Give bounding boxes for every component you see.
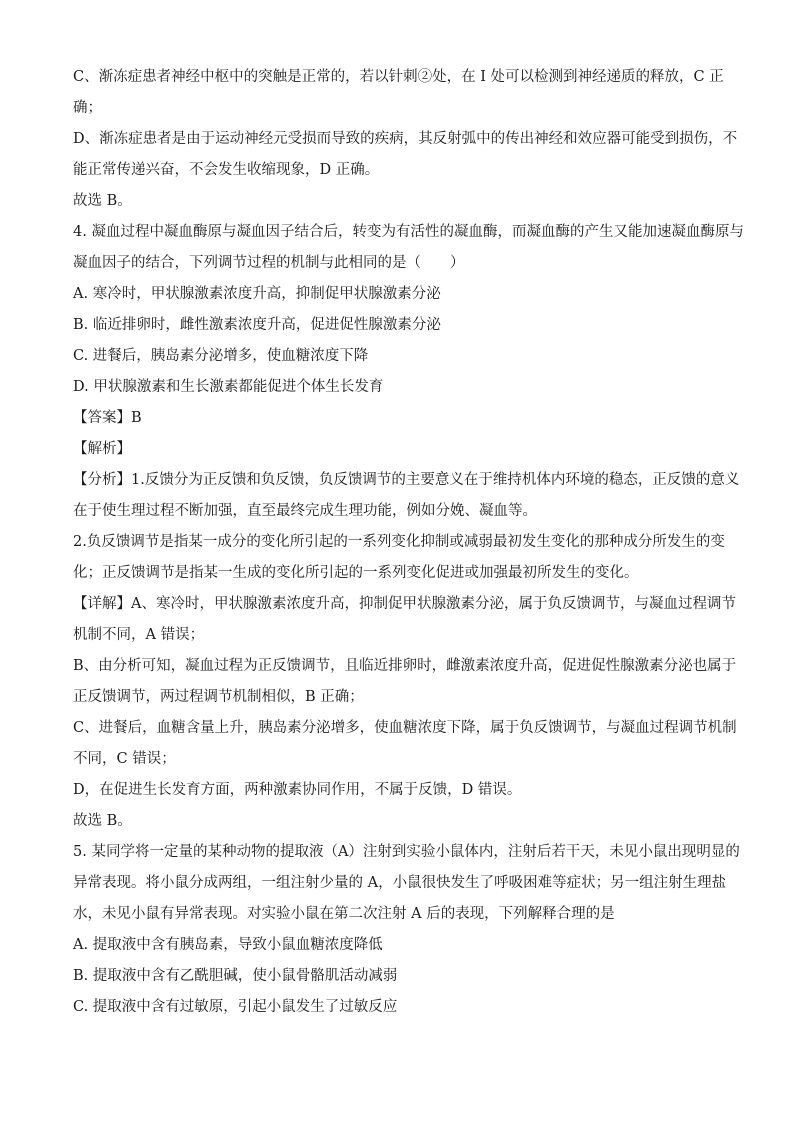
q4-detail-b-line-1: B、由分析可知，凝血过程为正反馈调节，且临近排卵时，雌激素浓度升高，促进促性腺激素分泌也属于 xyxy=(73,658,737,674)
q4-analysis-line-2: 在于使生理过程不断加强，直至最终完成生理功能，例如分娩、凝血等。 xyxy=(73,503,537,519)
q4-stem-line-2: 凝血因子的结合，下列调节过程的机制与此相同的是（ ） xyxy=(73,255,465,271)
q4-detail-c-line-2: 不同，C 错误； xyxy=(73,751,176,767)
q5-stem-line-2: 异常表现。将小鼠分成两组，一组注射少量的 A，小鼠很快发生了呼吸困难等症状；另一组注射生理盐 xyxy=(73,875,727,891)
option-d-explanation-line-2: 能正常传递兴奋，不会发生收缩现象，D 正确。 xyxy=(73,162,380,178)
q4-detail-a-line-2: 机制不同，A 错误； xyxy=(73,627,205,643)
q4-option-d: D. 甲状腺激素和生长激素都能促进个体生长发育 xyxy=(73,379,384,395)
q4-conclusion: 故选 B。 xyxy=(73,813,132,829)
q4-analysis-line-1: 【分析】1.反馈分为正反馈和负反馈，负反馈调节的主要意义在于维持机体内环境的稳态，正反馈的意义 xyxy=(73,472,740,488)
q4-detail-a-line-1: 【详解】A、寒冷时，甲状腺激素浓度升高，抑制促甲状腺激素分泌，属于负反馈调节，与凝血过程调节 xyxy=(73,596,736,612)
q4-option-b: B. 临近排卵时，雌性激素浓度升高，促进促性腺激素分泌 xyxy=(73,317,441,333)
q5-option-b: B. 提取液中含有乙酰胆碱，使小鼠骨骼肌活动减弱 xyxy=(73,968,398,984)
q5-stem-line-3: 水，未见小鼠有异常表现。对实验小鼠在第二次注射 A 后的表现，下列解释合理的是 xyxy=(73,906,615,922)
q3-conclusion: 故选 B。 xyxy=(73,193,132,209)
q4-analysis-line-4: 化；正反馈调节是指某一生成的变化所引起的一系列变化促进或加强最初所发生的变化。 xyxy=(73,565,639,581)
option-c-explanation-line-1: C、渐冻症患者神经中枢中的突触是正常的，若以针刺②处，在 I 处可以检测到神经递质的释放，C 正 xyxy=(73,69,724,85)
q4-analysis-line-3: 2.负反馈调节是指某一成分的变化所引起的一系列变化抑制或减弱最初发生变化的那种成分所发生的变 xyxy=(73,534,725,550)
option-c-explanation-line-2: 确； xyxy=(73,100,102,116)
q4-stem-line-1: 4. 凝血过程中凝血酶原与凝血因子结合后，转变为有活性的凝血酶，而凝血酶的产生又能加速凝血酶原与 xyxy=(73,224,744,240)
option-d-explanation-line-1: D、渐冻症患者是由于运动神经元受损而导致的疾病，其反射弧中的传出神经和效应器可能受到损伤，不 xyxy=(73,131,738,147)
q4-detail-d: D，在促进生长发育方面，两种激素协同作用，不属于反馈，D 错误。 xyxy=(73,782,522,798)
q4-option-a: A. 寒冷时，甲状腺激素浓度升高，抑制促甲状腺激素分泌 xyxy=(73,286,441,302)
document-page xyxy=(73,62,744,1023)
q4-option-c: C. 进餐后，胰岛素分泌增多，使血糖浓度下降 xyxy=(73,348,369,364)
q5-option-c: C. 提取液中含有过敏原，引起小鼠发生了过敏反应 xyxy=(73,999,398,1015)
q4-detail-b-line-2: 正反馈调节，两过程调节机制相似，B 正确； xyxy=(73,689,364,705)
q4-detail-c-line-1: C、进餐后，血糖含量上升，胰岛素分泌增多，使血糖浓度下降，属于负反馈调节，与凝血过程调节机制 xyxy=(73,720,737,736)
q5-stem-line-1: 5. 某同学将一定量的某种动物的提取液（A）注射到实验小鼠体内，注射后若干天，未见小鼠出现明显的 xyxy=(73,844,740,860)
q4-answer: 【答案】B xyxy=(73,410,142,426)
q4-analysis-heading: 【解析】 xyxy=(73,441,131,457)
q5-option-a: A. 提取液中含有胰岛素，导致小鼠血糖浓度降低 xyxy=(73,937,383,953)
